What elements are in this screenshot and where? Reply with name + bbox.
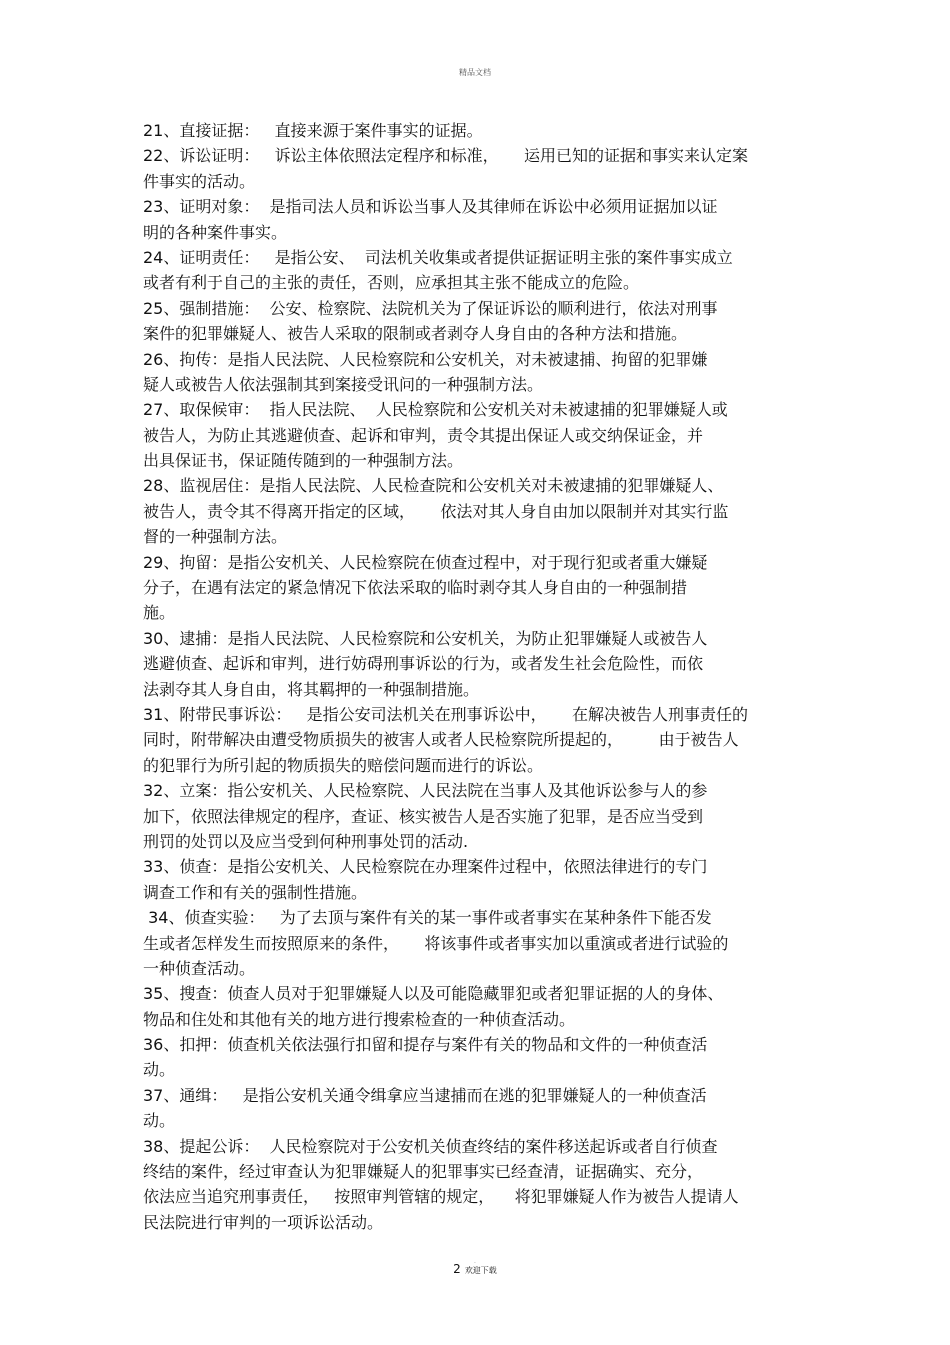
page-footer — [0, 1258, 950, 1276]
text-line: 逃避侦查、起诉和审判，进行妨碍刑事诉讼的行为，或者发生社会危险性，而依 — [143, 654, 704, 674]
text-line: 25、强制措施： 公安、检察院、法院机关为了保证诉讼的顺利进行，依法对刑事 — [143, 298, 718, 318]
page-header: 精品文档 — [459, 68, 491, 77]
text-line: 明的各种案件事实。 — [143, 222, 288, 242]
text-line: 加下，依照法律规定的程序，查证、核实被告人是否实施了犯罪，是否应当受到 — [143, 806, 704, 826]
text-line: 37、通缉： 是指公安机关通令缉拿应当逮捕而在逃的犯罪嫌疑人的一种侦查活 — [143, 1085, 707, 1105]
text-line: 生或者怎样发生而按照原来的条件， 将该事件或者事实加以重演或者进行试验的 — [143, 933, 729, 953]
text-line: 35、搜查：侦查人员对于犯罪嫌疑人以及可能隐藏罪犯或者犯罪证据的人的身体、 — [143, 984, 724, 1004]
text-line: 32、立案：指公安机关、人民检察院、人民法院在当事人及其他诉讼参与人的参 — [143, 781, 708, 801]
text-line: 动。 — [143, 1060, 176, 1080]
text-line: 31、附带民事诉讼： 是指公安司法机关在刑事诉讼中， 在解决被告人刑事责任的 — [143, 704, 749, 724]
text-line: 同时，附带解决由遭受物质损失的被害人或者人民检察院所提起的， 由于被告人 — [143, 730, 739, 750]
text-line: 27、取保候审： 指人民法院、 人民检察院和公安机关对未被逮捕的犯罪嫌疑人或 — [143, 400, 728, 420]
text-line: 29、拘留：是指公安机关、人民检察院在侦查过程中，对于现行犯或者重大嫌疑 — [143, 552, 708, 572]
text-line: 刑罚的处罚以及应当受到何种刑事处罚的活动. — [143, 831, 469, 851]
text-line: 一种侦查活动。 — [143, 958, 256, 978]
text-line: 22、诉讼证明： 诉讼主体依照法定程序和标准， 运用已知的证据和事实来认定案 — [143, 146, 749, 166]
text-line: 动。 — [143, 1111, 176, 1131]
text-line: 督的一种强制方法。 — [143, 527, 288, 547]
text-line: 21、直接证据： 直接来源于案件事实的证据。 — [143, 121, 483, 140]
text-line: 34、侦查实验： 为了去顶与案件有关的某一事件或者事实在某种条件下能否发 — [143, 908, 712, 928]
text-line: 施。 — [143, 603, 176, 623]
footer-label: 欢迎下载 — [464, 1266, 497, 1275]
text-line: 26、拘传：是指人民法院、人民检察院和公安机关，对未被逮捕、拘留的犯罪嫌 — [143, 349, 708, 369]
text-line: 疑人或被告人依法强制其到案接受讯问的一种强制方法。 — [143, 374, 544, 394]
footer-dot: . — [474, 1258, 476, 1265]
page-number: 2 — [453, 1262, 461, 1276]
text-line: 件事实的活动。 — [143, 171, 256, 191]
text-line: 24、证明责任： 是指公安、 司法机关收集或者提供证据证明主张的案件事实成立 — [143, 247, 733, 267]
text-line: 38、提起公诉： 人民检察院对于公安机关侦查终结的案件移送起诉或者自行侦查 — [143, 1136, 718, 1156]
text-line: 被告人，为防止其逃避侦查、起诉和审判，责令其提出保证人或交纳保证金，并 — [143, 425, 704, 445]
text-line: 或者有利于自己的主张的责任，否则，应承担其主张不能成立的危险。 — [143, 273, 640, 293]
text-line: 36、扣押：侦查机关依法强行扣留和提存与案件有关的物品和文件的一种侦查活 — [143, 1035, 708, 1055]
text-line: 33、侦查：是指公安机关、人民检察院在办理案件过程中，依照法律进行的专门 — [143, 857, 708, 877]
text-line: 30、逮捕：是指人民法院、人民检察院和公安机关，为防止犯罪嫌疑人或被告人 — [143, 628, 708, 648]
text-line: 分子，在遇有法定的紧急情况下依法采取的临时剥夺其人身自由的一种强制措 — [143, 578, 688, 598]
text-line: 28、监视居住：是指人民法院、人民检查院和公安机关对未被逮捕的犯罪嫌疑人、 — [143, 476, 724, 496]
text-line: 物品和住处和其他有关的地方进行搜索检查的一种侦查活动。 — [143, 1009, 576, 1029]
text-line: 终结的案件，经过审查认为犯罪嫌疑人的犯罪事实已经查清，证据确实、充分， — [143, 1162, 704, 1182]
text-line: 依法应当追究刑事责任， 按照审判管辖的规定， 将犯罪嫌疑人作为被告人提请人 — [143, 1187, 739, 1207]
text-line: 调查工作和有关的强制性措施。 — [143, 882, 368, 902]
text-line: 的犯罪行为所引起的物质损失的赔偿问题而进行的诉讼。 — [143, 755, 544, 775]
text-line: 被告人，责令其不得离开指定的区域， 依法对其人身自由加以限制并对其实行监 — [143, 501, 729, 521]
text-line: 出具保证书，保证随传随到的一种强制方法。 — [143, 451, 464, 471]
text-line: 法剥夺其人身自由，将其羁押的一种强制措施。 — [143, 679, 480, 699]
text-line: 23、证明对象： 是指司法人员和诉讼当事人及其律师在诉讼中必须用证据加以证 — [143, 197, 718, 217]
document-body — [143, 118, 803, 1235]
text-line: 案件的犯罪嫌疑人、被告人采取的限制或者剥夺人身自由的各种方法和措施。 — [143, 324, 688, 344]
text-line: 民法院进行审判的一项诉讼活动。 — [143, 1212, 384, 1232]
